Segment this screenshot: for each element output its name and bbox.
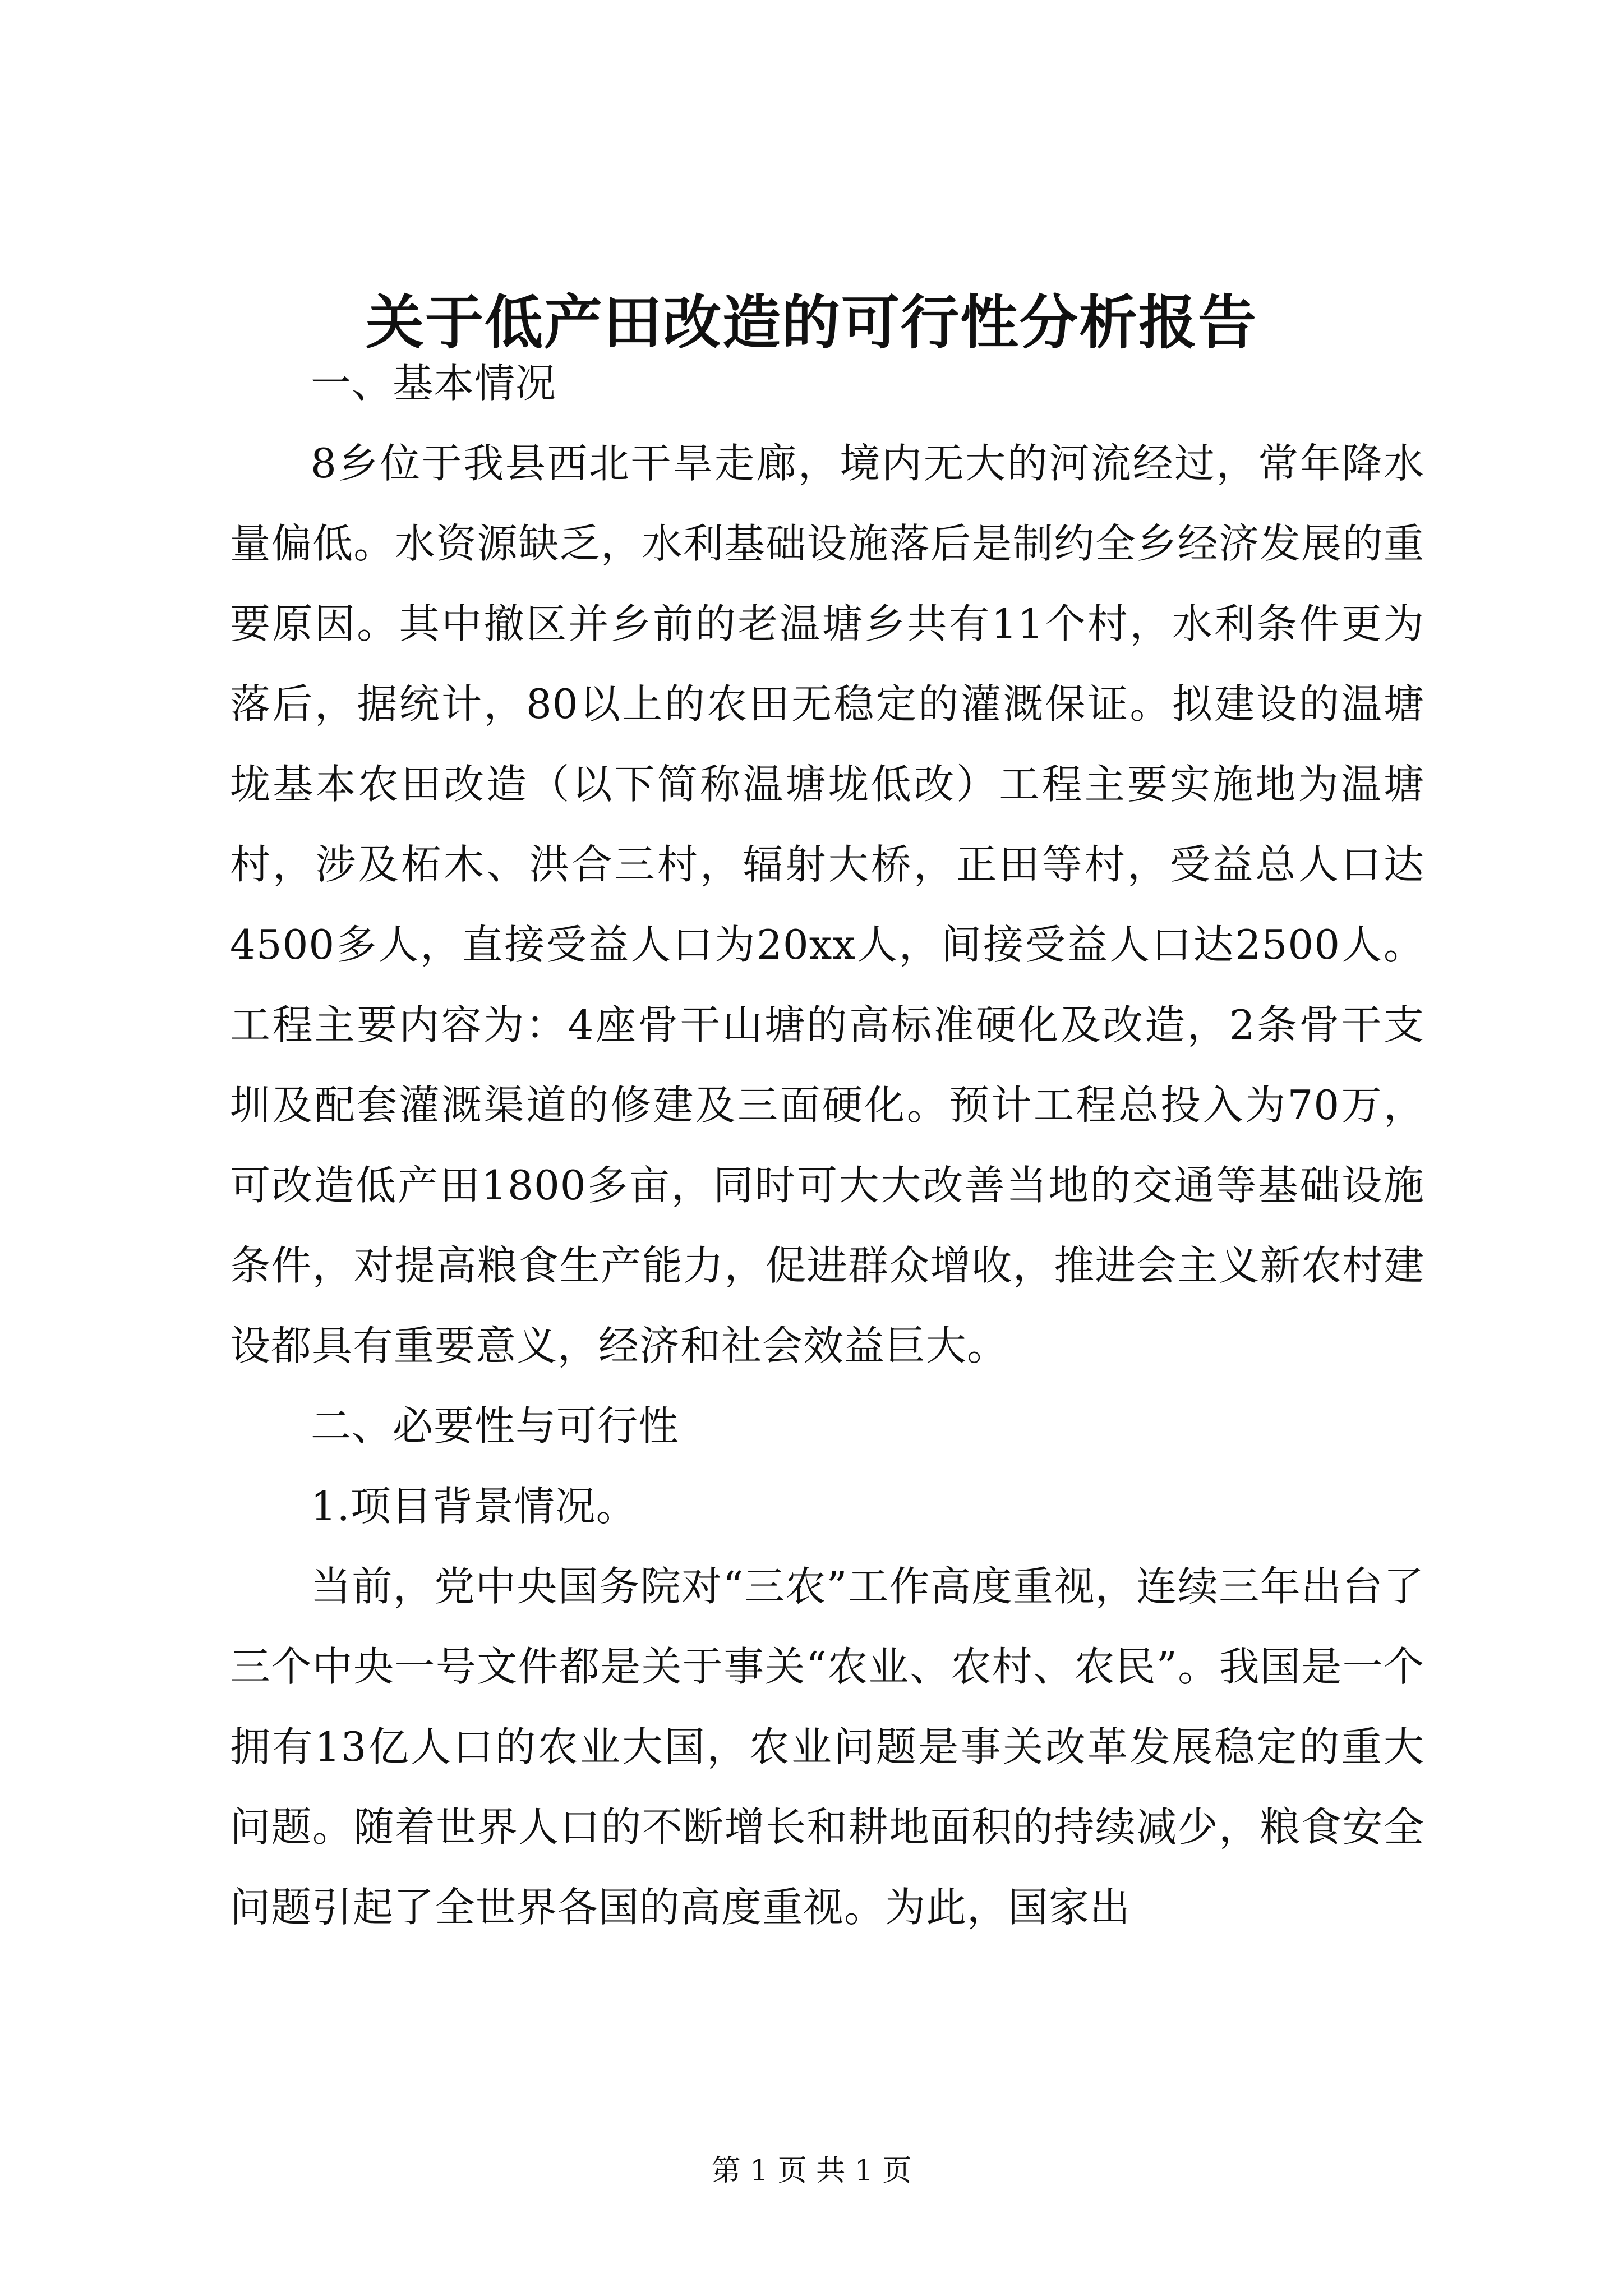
section-heading-necessity-feasibility: 二、必要性与可行性 — [311, 1402, 680, 1450]
section-heading-basic-situation: 一、基本情况 — [311, 360, 557, 407]
paragraph-project-background: 当前，党中央国务院对“三农”工作高度重视，连续三年出台了三个中央一号文件都是关于事关“农业、农村、农民”。我国是一个拥有13亿人口的农业大国，农业问题是事关改革发展稳定的重大问题。随着世界人口的不断增长和耕地面积的持续减少，粮食安全问题引起了全世界各国的高度重视。为此，国家出 — [230, 1563, 1424, 1931]
document-body — [230, 343, 1424, 1948]
paragraph-basic-situation: 8乡位于我县西北干旱走廊，境内无大的河流经过，常年降水量偏低。水资源缺乏，水利基础设施落后是制约全乡经济发展的重要原因。其中撤区并乡前的老温塘乡共有11个村，水利条件更为落后，据统计，80以上的农田无稳定的灌溉保证。拟建设的温塘垅基本农田改造（以下简称温塘垅低改）工程主要实施地为温塘村，涉及柘木、洪合三村，辐射大桥，正田等村，受益总人口达4500多人，直接受益人口为20xx人，间接受益人口达2500人。工程主要内容为：4座骨干山塘的高标准硬化及改造，2条骨干支圳及配套灌溉渠道的修建及三面硬化。预计工程总投入为70万，可改造低产田1800多亩，同时可大大改善当地的交通等基础设施条件，对提高粮食生产能力，促进群众增收，推进会主义新农村建设都具有重要意义，经济和社会效益巨大。 — [230, 440, 1424, 1369]
document-title: 关于低产田改造的可行性分析报告 — [365, 288, 1257, 357]
page-footer: 第 1 页 共 1 页 — [711, 2154, 912, 2188]
subheading-project-background: 1.项目背景情况。 — [311, 1483, 637, 1530]
